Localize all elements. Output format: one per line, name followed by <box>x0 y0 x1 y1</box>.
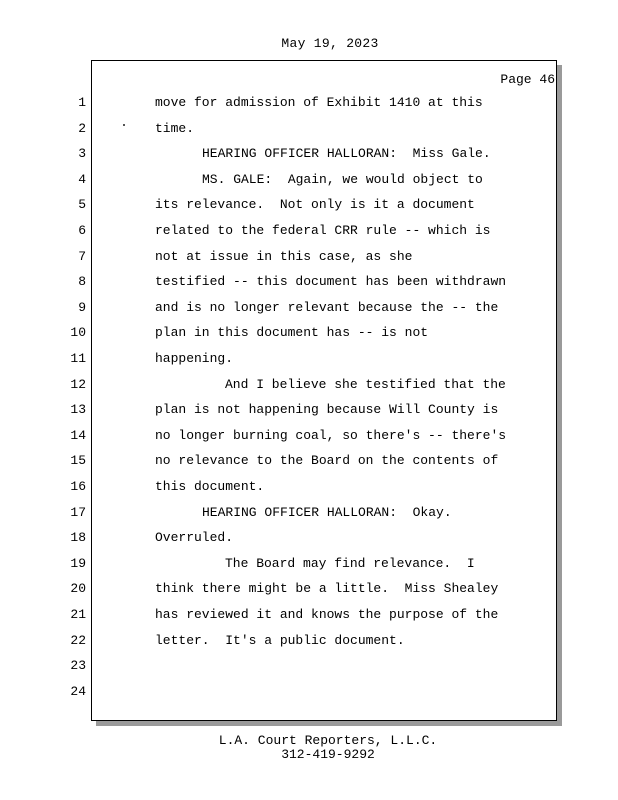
line-number: 9 <box>78 300 86 315</box>
transcript-line: this document. <box>155 479 265 494</box>
stray-mark <box>123 124 125 126</box>
transcript-line: plan is not happening because Will County is <box>155 402 499 417</box>
transcript-line: no longer burning coal, so there's -- there's <box>155 428 507 443</box>
transcript-line: happening. <box>155 351 234 366</box>
line-number: 22 <box>70 633 86 648</box>
line-number: 2 <box>78 121 86 136</box>
transcript-line: HEARING OFFICER HALLORAN: Miss Gale. <box>202 146 491 161</box>
line-number: 23 <box>70 658 86 673</box>
transcript-line: testified -- this document has been withdrawn <box>155 274 507 289</box>
line-number: 11 <box>70 351 86 366</box>
transcript-line: And I believe she testified that the <box>225 377 506 392</box>
transcript-line: The Board may find relevance. I <box>225 556 475 571</box>
line-number: 8 <box>78 274 86 289</box>
transcript-line: its relevance. Not only is it a document <box>155 197 475 212</box>
transcript-line: think there might be a little. Miss Shealey <box>155 581 499 596</box>
line-number: 15 <box>70 453 86 468</box>
line-number: 13 <box>70 402 86 417</box>
line-number: 19 <box>70 556 86 571</box>
transcript-line: not at issue in this case, as she <box>155 249 413 264</box>
transcript-line: plan in this document has -- is not <box>155 325 429 340</box>
line-number: 12 <box>70 377 86 392</box>
footer-phone: 312-419-9292 <box>281 747 375 762</box>
line-number: 18 <box>70 530 86 545</box>
transcript-line: move for admission of Exhibit 1410 at this <box>155 95 483 110</box>
transcript-line: and is no longer relevant because the -- the <box>155 300 499 315</box>
line-number: 17 <box>70 505 86 520</box>
line-number: 24 <box>70 684 86 699</box>
transcript-line: HEARING OFFICER HALLORAN: Okay. <box>202 505 452 520</box>
line-number: 7 <box>78 249 86 264</box>
line-number: 20 <box>70 581 86 596</box>
line-number: 5 <box>78 197 86 212</box>
transcript-line: letter. It's a public document. <box>155 633 405 648</box>
line-number: 6 <box>78 223 86 238</box>
transcript-line: Overruled. <box>155 530 234 545</box>
line-number: 16 <box>70 479 86 494</box>
transcript-line: related to the federal CRR rule -- which is <box>155 223 491 238</box>
transcript-line: MS. GALE: Again, we would object to <box>202 172 483 187</box>
line-number: 21 <box>70 607 86 622</box>
line-number: 3 <box>78 146 86 161</box>
transcript-date: May 19, 2023 <box>281 36 379 51</box>
transcript-line: time. <box>155 121 195 136</box>
page-number: Page 46 <box>500 72 555 87</box>
footer-company: L.A. Court Reporters, L.L.C. <box>218 733 438 748</box>
line-number: 14 <box>70 428 86 443</box>
line-number: 10 <box>70 325 86 340</box>
line-number: 1 <box>78 95 86 110</box>
transcript-line: has reviewed it and knows the purpose of the <box>155 607 499 622</box>
line-number: 4 <box>78 172 86 187</box>
transcript-line: no relevance to the Board on the contents of <box>155 453 499 468</box>
